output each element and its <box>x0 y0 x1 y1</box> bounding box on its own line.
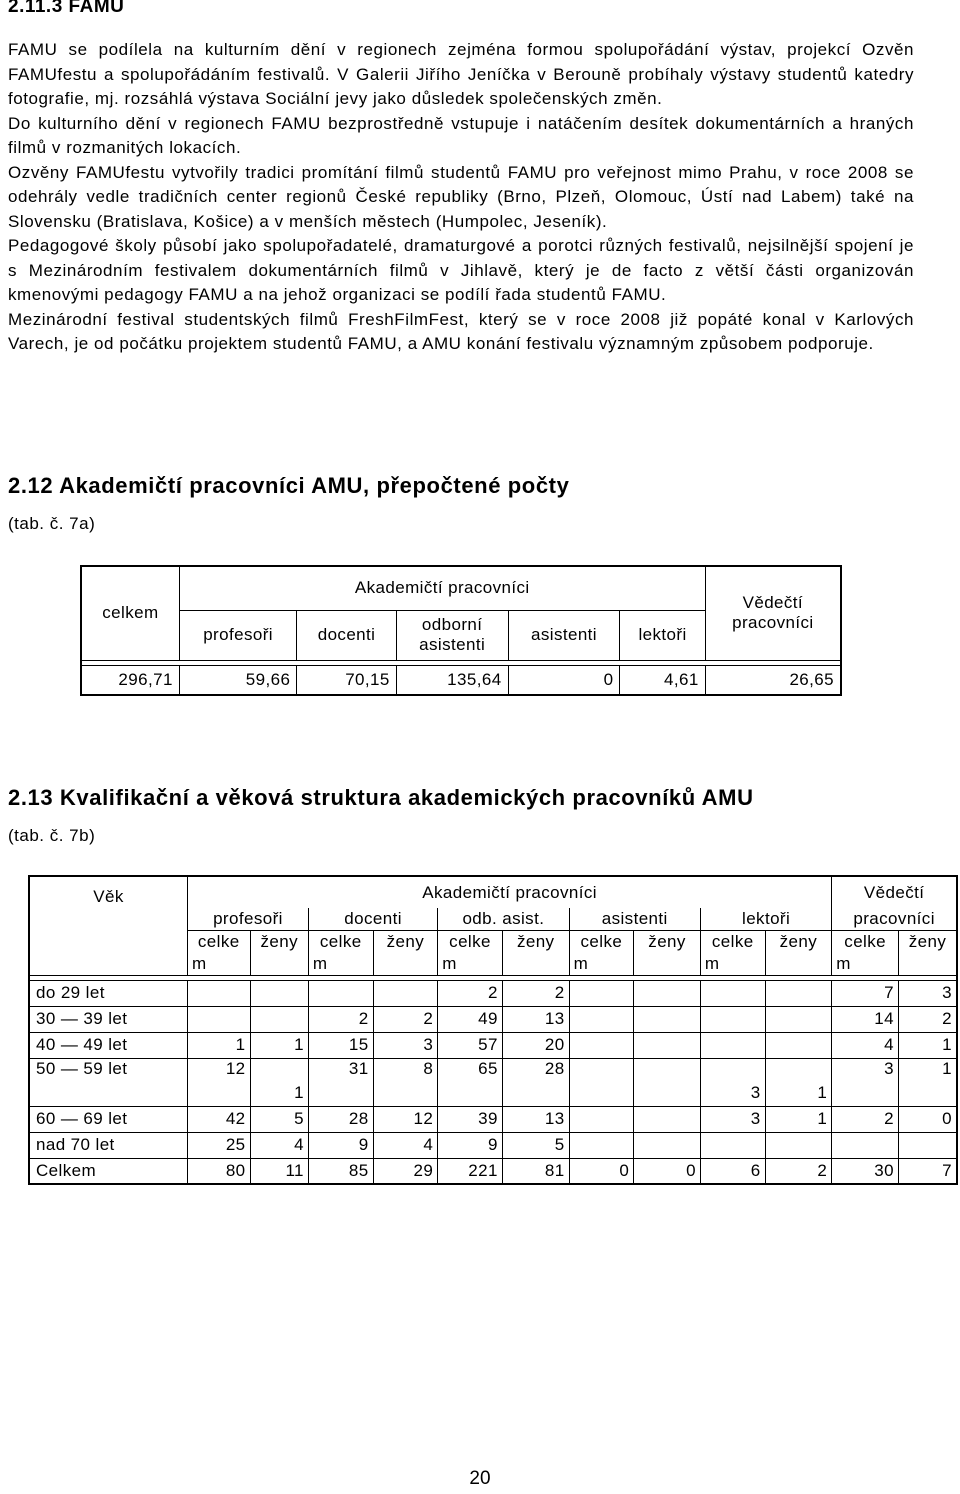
header-vek: Věk <box>29 876 187 975</box>
cell-line1: 8 <box>423 1058 434 1078</box>
table-cell <box>899 1132 958 1158</box>
table-ref-7a: (tab. č. 7a) <box>8 514 96 533</box>
row-label: Celkem <box>29 1158 187 1184</box>
cell-line2: 1 <box>294 1082 304 1102</box>
table-cell: 3 <box>700 1106 765 1132</box>
table-cell: 2 <box>502 980 569 1006</box>
table-cell <box>569 1032 634 1058</box>
value-lektori: 4,61 <box>620 665 705 695</box>
table-cell <box>187 1058 250 1106</box>
paragraph: Do kulturního dění v regionech FAMU bezprostředně vstupuje i natáčením desítek dokumentárních a hraných filmů v rozmanitých lokacích. <box>8 113 914 157</box>
table-cell: 221 <box>438 1158 503 1184</box>
table-cell: 6 <box>700 1158 765 1184</box>
table-cell <box>634 1006 701 1032</box>
table-row <box>29 1106 957 1132</box>
header-docenti: docenti <box>297 610 396 660</box>
cell-line1 <box>770 1059 828 1083</box>
header-vedecti-line2: pracovníci <box>732 613 814 633</box>
table-cell <box>765 1006 832 1032</box>
table-cell <box>765 1032 832 1058</box>
cell-line1 <box>638 1059 696 1083</box>
subheader-celkem-line2: m <box>573 953 589 973</box>
table-cell: 7 <box>899 1158 958 1184</box>
table-cell: 7 <box>832 980 899 1006</box>
subheader-celkem-line1: celke <box>449 931 491 951</box>
table-cell <box>250 980 308 1006</box>
cell-line2: 1 <box>817 1082 828 1102</box>
section-title-2-12: 2.12 Akademičtí pracovníci AMU, přepočtené počty <box>8 473 570 498</box>
table-cell <box>899 1058 958 1106</box>
table-cell <box>373 1058 438 1106</box>
row-label: do 29 let <box>29 980 187 1006</box>
table-cell: 57 <box>438 1032 503 1058</box>
section-heading-2-11-3: 2.11.3 FAMU <box>8 0 125 17</box>
table-cell: 5 <box>250 1106 308 1132</box>
table-cell: 81 <box>502 1158 569 1184</box>
table-cell <box>308 1058 373 1106</box>
table-cell: 29 <box>373 1158 438 1184</box>
subheader-celkem <box>700 930 765 975</box>
header-odborni-line1: odborní <box>421 615 483 634</box>
table-cell <box>569 1058 634 1106</box>
table-row <box>29 1032 957 1058</box>
table-cell <box>569 1006 634 1032</box>
subheader-zeny: ženy <box>899 930 958 975</box>
row-label: 40 — 49 let <box>29 1032 187 1058</box>
row-label: 30 — 39 let <box>29 1006 187 1032</box>
table-cell: 1 <box>899 1032 958 1058</box>
subheader-celkem-line1: celke <box>319 931 362 951</box>
table-cell <box>250 1058 308 1106</box>
table-row <box>29 1132 957 1158</box>
cell-line1: 28 <box>544 1058 565 1078</box>
header-celkem: celkem <box>81 566 179 660</box>
table-cell: 2 <box>832 1106 899 1132</box>
subheader-zeny: ženy <box>765 930 832 975</box>
body-text <box>8 38 914 357</box>
cell-line1 <box>574 1059 630 1083</box>
header-odb-asist: odb. asist. <box>438 908 569 930</box>
table-cell: 42 <box>187 1106 250 1132</box>
page-number: 20 <box>469 1468 491 1489</box>
header-profesori: profesoři <box>179 610 297 660</box>
table-cell: 49 <box>438 1006 503 1032</box>
subheader-celkem <box>308 930 373 975</box>
table-cell: 14 <box>832 1006 899 1032</box>
subheader-celkem <box>187 930 250 975</box>
table-cell <box>502 1058 569 1106</box>
table-cell: 0 <box>899 1106 958 1132</box>
header-vedecti-line1: Vědečtí <box>742 593 804 613</box>
table-cell <box>700 1006 765 1032</box>
header-lektori: lektoři <box>700 908 831 930</box>
table-cell <box>634 1132 701 1158</box>
paragraph: Mezinárodní festival studentských filmů FreshFilmFest, který se v roce 2008 již popáté konal v Karlových Varech, je od počátku projektem studentů FAMU, a AMU konání festivalu významným způsobem podporuje. <box>8 309 914 353</box>
value-vedecti: 26,65 <box>705 665 841 695</box>
table-cell <box>765 1058 832 1106</box>
table-cell: 3 <box>899 980 958 1006</box>
header-vedecti-line2: pracovníci <box>832 908 957 930</box>
header-akademicti: Akademičtí pracovníci <box>187 876 831 908</box>
row-label: 50 — 59 let <box>29 1058 187 1106</box>
table-cell <box>308 980 373 1006</box>
header-odborni-line2: asistenti <box>419 635 486 654</box>
header-docenti: docenti <box>308 908 437 930</box>
table-cell <box>700 1132 765 1158</box>
subheader-celkem-line1: celke <box>711 931 754 951</box>
row-label: 60 — 69 let <box>29 1106 187 1132</box>
cell-line1: 12 <box>225 1058 246 1078</box>
cell-line1: 65 <box>478 1058 498 1078</box>
cell-line1: 1 <box>942 1058 952 1078</box>
value-odborni: 135,64 <box>396 665 508 695</box>
value-asistenti: 0 <box>508 665 620 695</box>
paragraph: Pedagogové školy působí jako spolupořadatelé, dramaturgové a porotci různých festivalů, nejsilnější spojení je s Mezinárodním festivalem dokumentárních filmů v Jihlavě, který je de facto z větší části organizován kmenovými pedagogy FAMU a na jehož organizaci se podílí řada studentů FAMU. <box>8 236 914 304</box>
table-cell: 2 <box>899 1006 958 1032</box>
table-cell <box>832 1058 899 1106</box>
paragraph: FAMU se podílela na kulturním dění v regionech zejména formou spolupořádání výstav, projekcí Ozvěn FAMUfestu a spolupořádáním festivalů. V Galerii Jiřího Jeníčka v Berouně probíhaly výstavy studentů katedry fotografie, mj. rozsáhlá výstava Sociální jevy jako důsledek společenských změn. <box>8 40 914 108</box>
table-cell <box>634 1106 701 1132</box>
table-7a <box>80 565 842 696</box>
subheader-celkem-line2: m <box>442 953 457 973</box>
header-odborni <box>396 610 508 660</box>
header-asistenti: asistenti <box>569 908 700 930</box>
table-cell <box>634 1032 701 1058</box>
table-cell: 1 <box>765 1106 832 1132</box>
header-vedecti <box>705 566 841 660</box>
table-cell: 11 <box>250 1158 308 1184</box>
table-cell <box>438 1058 503 1106</box>
cell-line1 <box>705 1059 761 1083</box>
header-vedecti-line1: Vědečtí <box>832 876 957 908</box>
table-cell: 2 <box>765 1158 832 1184</box>
table-cell: 2 <box>438 980 503 1006</box>
subheader-zeny: ženy <box>634 930 701 975</box>
table-cell: 13 <box>502 1006 569 1032</box>
table-cell <box>700 1058 765 1106</box>
table-cell: 2 <box>308 1006 373 1032</box>
table-cell: 0 <box>569 1158 634 1184</box>
table-cell <box>634 980 701 1006</box>
cell-line2: 3 <box>750 1082 761 1102</box>
table-7b <box>28 875 958 1185</box>
table-cell: 12 <box>373 1106 438 1132</box>
cell-line1: 31 <box>348 1058 369 1078</box>
subheader-zeny: ženy <box>250 930 308 975</box>
table-cell: 9 <box>438 1132 503 1158</box>
subheader-celkem-line2: m <box>704 953 720 973</box>
header-profesori: profesoři <box>187 908 308 930</box>
subheader-celkem-line1: celke <box>580 931 623 951</box>
table-cell: 25 <box>187 1132 250 1158</box>
table-cell: 85 <box>308 1158 373 1184</box>
table-cell: 39 <box>438 1106 503 1132</box>
subheader-celkem-line1: celke <box>844 931 886 951</box>
table-cell <box>569 1106 634 1132</box>
table-cell: 2 <box>373 1006 438 1032</box>
table-cell <box>765 980 832 1006</box>
table-cell: 4 <box>373 1132 438 1158</box>
table-row <box>29 980 957 1006</box>
subheader-celkem-line2: m <box>836 953 851 973</box>
header-asistenti: asistenti <box>508 610 620 660</box>
subheader-celkem <box>438 930 503 975</box>
table-cell: 5 <box>502 1132 569 1158</box>
table-cell <box>187 1006 250 1032</box>
subheader-zeny: ženy <box>502 930 569 975</box>
table-cell <box>700 980 765 1006</box>
value-docenti: 70,15 <box>297 665 396 695</box>
subheader-celkem <box>569 930 634 975</box>
table-cell <box>373 980 438 1006</box>
cell-line1: 3 <box>884 1058 894 1078</box>
table-cell <box>187 980 250 1006</box>
table-cell: 4 <box>250 1132 308 1158</box>
value-profesori: 59,66 <box>179 665 297 695</box>
table-cell: 80 <box>187 1158 250 1184</box>
row-label: nad 70 let <box>29 1132 187 1158</box>
table-row <box>29 1058 957 1106</box>
table-cell: 13 <box>502 1106 569 1132</box>
table-row <box>29 1006 957 1032</box>
subheader-celkem-line2: m <box>191 953 207 973</box>
table-cell: 0 <box>634 1158 701 1184</box>
table-cell <box>250 1006 308 1032</box>
table-cell: 9 <box>308 1132 373 1158</box>
table-cell <box>765 1132 832 1158</box>
table-ref-7b: (tab. č. 7b) <box>8 826 96 845</box>
table-cell: 30 <box>832 1158 899 1184</box>
table-cell: 1 <box>187 1032 250 1058</box>
table-cell <box>700 1032 765 1058</box>
cell-line1 <box>255 1059 304 1083</box>
table-cell: 4 <box>832 1032 899 1058</box>
table-cell: 20 <box>502 1032 569 1058</box>
table-cell: 1 <box>250 1032 308 1058</box>
subheader-celkem-line1: celke <box>197 931 240 951</box>
table-cell <box>832 1132 899 1158</box>
table-cell <box>569 1132 634 1158</box>
header-lektori: lektoři <box>620 610 705 660</box>
table-cell: 15 <box>308 1032 373 1058</box>
table-cell: 28 <box>308 1106 373 1132</box>
header-akademicti: Akademičtí pracovníci <box>179 566 705 610</box>
value-celkem: 296,71 <box>81 665 179 695</box>
table-row <box>29 1158 957 1184</box>
section-title-2-13: 2.13 Kvalifikační a věková struktura akademických pracovníků AMU <box>8 785 754 810</box>
paragraph: Ozvěny FAMUfestu vytvořily tradici promítání filmů studentů FAMU pro veřejnost mimo Prahu, v roce 2008 se odehrály vedle tradičních center regionů České republiky (Brno, Plzeň, Olomouc, Ústí nad Labem) také na Slovensku (Bratislava, Košice) a v menších městech (Humpolec, Jeseník). <box>8 162 914 231</box>
subheader-zeny: ženy <box>373 930 438 975</box>
table-cell <box>634 1058 701 1106</box>
table-cell: 3 <box>373 1032 438 1058</box>
table-cell <box>569 980 634 1006</box>
subheader-celkem <box>832 930 899 975</box>
subheader-celkem-line2: m <box>312 953 328 973</box>
